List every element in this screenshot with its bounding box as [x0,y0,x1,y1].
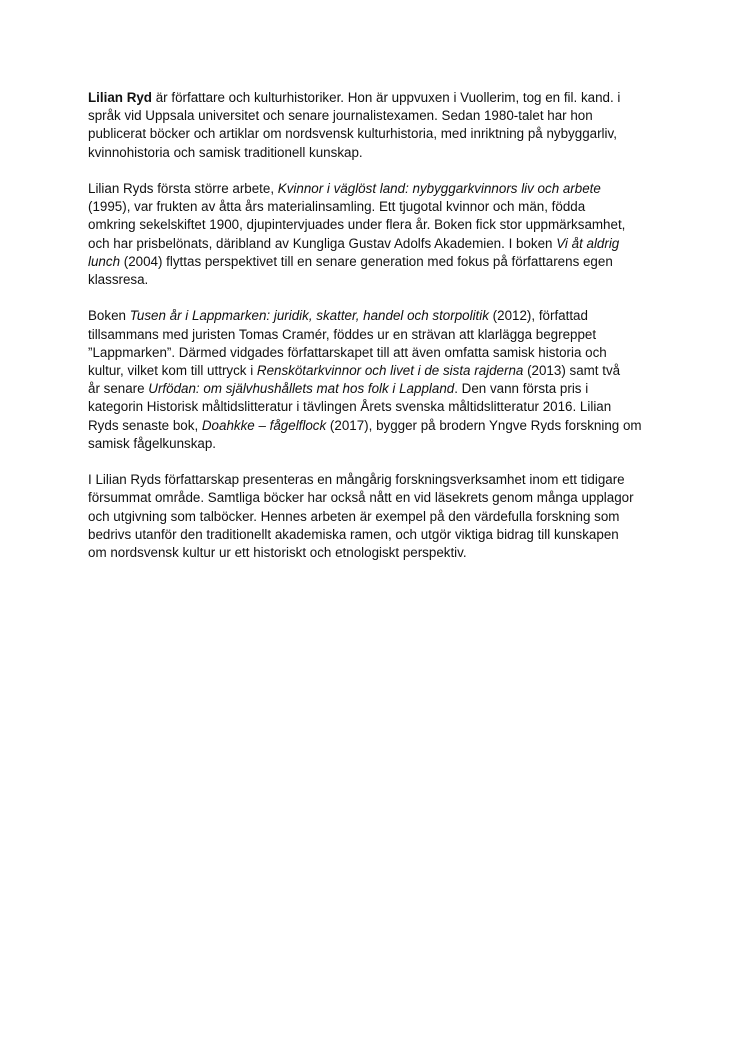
text-line [88,489,663,507]
document-body [88,89,663,580]
text-line [88,180,663,198]
text-run: (1995), var frukten av åtta års materialinsamling. Ett tjugotal kvinnor och män, födda [88,199,586,215]
text-run: Lilian Ryds första större arbete, [88,181,278,196]
text-line [88,271,663,289]
text-run: (2012), författad [488,308,588,324]
paragraph [88,180,663,289]
text-run: kvinnohistoria och samisk traditionell kunskap. [88,144,363,160]
text-run: tillsammans med juristen Tomas Cramér, föddes ur en strävan att klarlägga begreppet [88,326,597,342]
text-line [88,344,663,362]
text-run: försummat område. Samtliga böcker har också nått en vid läsekrets genom många upplagor [88,490,634,506]
book-title: Kvinnor i väglöst land: nybyggarkvinnors liv och arbete [277,181,601,196]
text-run: är författare och kulturhistoriker. Hon är uppvuxen i Vuollerim, tog en fil. kand. i [152,90,621,105]
text-line [88,398,663,416]
text-run: (2017), bygger på brodern Yngve Ryds forskning om [326,417,642,433]
text-run: Boken [88,308,130,324]
text-line [88,435,663,453]
text-run: språk vid Uppsala universitet och senare journalistexamen. Sedan 1980-talet har hon [88,108,593,124]
paragraph [88,307,663,453]
book-title: Doahkke – fågelflock [201,417,327,433]
text-run: Ryds senaste bok, [88,417,202,433]
text-run: bedrivs utanför den traditionellt akademiska ramen, och utgör viktiga bidrag till kunskapen [88,526,619,542]
text-line [88,544,663,562]
text-run: klassresa. [88,272,149,288]
book-title: lunch [88,253,121,269]
paragraph [88,89,663,162]
text-run: år senare [88,381,149,397]
book-title: Vi åt aldrig [556,235,620,251]
text-line [88,362,663,380]
text-line [88,526,663,544]
text-line [88,508,663,526]
text-run: (2004) flyttas perspektivet till en senare generation med fokus på författarens egen [120,253,613,269]
text-run: ”Lappmarken”. Därmed vidgades författarskapet till att även omfatta samisk historia och [88,344,607,360]
text-line [88,235,663,253]
paragraph [88,471,663,562]
text-run: omkring sekelskiftet 1900, djupintervjuades under flera år. Boken fick stor uppmärksamhet, [88,217,626,233]
book-title: Tusen år i Lappmarken: juridik, skatter, handel och storpolitik [129,308,489,324]
text-line [88,198,663,216]
book-title: Renskötarkvinnor och livet i de sista rajderna [256,363,524,379]
text-run: kategorin Historisk måltidslitteratur i tävlingen Årets svenska måltidslitteratur 2016. Lilian [88,399,612,415]
text-run: och utgivning som talböcker. Hennes arbeten är exempel på den värdefulla forskning som [88,508,620,524]
text-line [88,417,663,435]
text-run: (2013) samt två [523,363,621,379]
text-line [88,89,663,107]
text-line [88,216,663,234]
text-run: . Den vann första pris i [454,381,589,397]
text-line [88,253,663,271]
text-line [88,380,663,398]
text-run: samisk fågelkunskap. [88,435,217,451]
text-run: om nordsvensk kultur ur ett historiskt och etnologiskt perspektiv. [88,545,467,561]
text-run: publicerat böcker och artiklar om nordsvensk kulturhistoria, med inriktning på nybyggarliv, [88,126,617,142]
author-name: Lilian Ryd [88,90,152,105]
text-line [88,307,663,325]
text-line [88,326,663,344]
text-line [88,125,663,143]
text-run: och har prisbelönats, däribland av Kungliga Gustav Adolfs Akademien. I boken [88,235,557,251]
text-line [88,107,663,125]
text-line [88,471,663,489]
text-line [88,144,663,162]
text-run: I Lilian Ryds författarskap presenteras en mångårig forskningsverksamhet inom ett tidigare [88,472,625,488]
text-run: kultur, vilket kom till uttryck i [88,363,257,379]
book-title: Urfödan: om självhushållets mat hos folk i Lappland [148,381,455,397]
